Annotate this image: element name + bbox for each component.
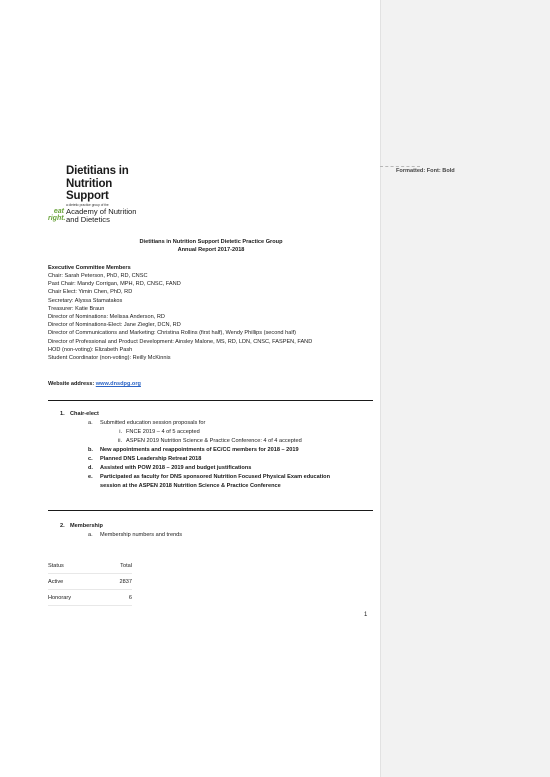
academy-line: Academy of Nutrition [66,207,137,216]
section1-item-text: Planned DNS Leadership Retreat 2018 [100,456,202,462]
section1-item-text-cont: session at the ASPEN 2018 Nutrition Science & Practice Conference [100,483,281,489]
eat-line: eat [53,208,64,215]
report-subtitle: Annual Report 2017-2018 [177,247,245,253]
logo-title [66,165,129,203]
eat-right-logo [48,208,64,222]
section-divider [48,400,373,401]
committee-members [48,272,374,362]
member-line: Chair Elect: Yimin Chen, PhD, RD [48,289,133,296]
section2-title: Membership [70,523,103,529]
section1-subitem-text: FNCE 2019 – 4 of 5 accepted [126,429,200,435]
page-number: 1 [364,612,368,618]
table-header-row [48,558,132,574]
section-divider [48,510,373,511]
membership-table [48,558,132,606]
member-line: Director of Nominations: Melissa Anderson, RD [48,314,165,321]
member-line: Student Coordinator (non-voting): Reilly McKinnis [48,355,171,362]
website-link[interactable]: www.dnsdpg.org [95,381,141,387]
member-line: Past Chair: Mandy Corrigan, MPH, RD, CNSC, FAND [48,281,181,288]
member-line: Chair: Sarah Peterson, PhD, RD, CNSC [48,273,148,279]
member-line: Treasurer: Katie Braun [48,305,105,312]
report-title: Dietitians in Nutrition Support Dietetic Practice Group [139,239,283,245]
format-comment[interactable]: Formatted: Font: Bold [396,168,455,174]
table-header: Total [120,562,132,569]
section1-item-marker: d. [88,465,93,471]
section2-number: 2. [60,523,65,529]
logo-title-line: Support [66,190,109,202]
section1-item-text: Submitted education session proposals for [100,420,206,426]
website-label: Website address: [48,381,96,387]
member-line: Director of Nominations-Elect: Jane Ziegler, DCN, RD [48,322,181,329]
section1-item-text: Participated as faculty for DNS sponsored Nutrition Focused Physical Exam education [100,474,331,480]
academy-line: and Dietetics [66,215,110,225]
committee-heading: Executive Committee Members [48,265,131,271]
table-row [48,574,132,590]
section1-subitem-text: ASPEN 2019 Nutrition Science & Practice Conference: 4 of 4 accepted [126,438,302,444]
section2-sub-marker: a. [88,532,93,538]
table-header: Status [48,562,64,569]
section1-subitem-marker: i. [119,429,122,435]
member-line: HOD (non-voting): Elizabeth Pash [48,346,133,353]
table-cell: Honorary [48,594,72,601]
comments-pane [380,0,550,777]
table-cell: Active [48,578,64,585]
website-line [48,380,374,388]
section2-sub-text: Membership numbers and trends [100,532,183,538]
section1-item-text: Assisted with POW 2018 – 2019 and budget justifications [100,465,252,471]
dns-logo [48,165,168,227]
right-line: right. [48,215,66,222]
member-line: Director of Professional and Product Development: Ainsley Malone, MS, RD, LDN, CNSC, FASPEN, FAND [48,338,313,345]
section1-item-marker: c. [88,456,93,462]
section1-item-marker: e. [88,474,93,480]
member-line: Secretary: Alyssa Stamatakos [48,297,123,304]
logo-subtitle: a dietetic practice group of the [66,203,109,207]
section1-item-text: New appointments and reappointments of EC/CC members for 2018 – 2019 [100,447,299,453]
section1-subitem-marker: ii. [117,438,122,444]
section1-item-marker: a. [88,420,93,426]
table-cell: 6 [128,594,132,601]
table-row [48,590,132,606]
logo-title-line: Nutrition [66,177,113,190]
logo-title-line: Dietitians in [66,165,129,177]
academy-name [66,208,136,225]
table-cell: 2837 [119,578,132,585]
member-line: Director of Communications and Marketing: Christina Rollins (first half), Wendy Phillips (second half) [48,330,296,337]
comment-connector [380,166,420,167]
section1-item-marker: b. [88,447,93,453]
section1-title: Chair-elect [70,411,99,417]
section1-number: 1. [60,411,65,417]
